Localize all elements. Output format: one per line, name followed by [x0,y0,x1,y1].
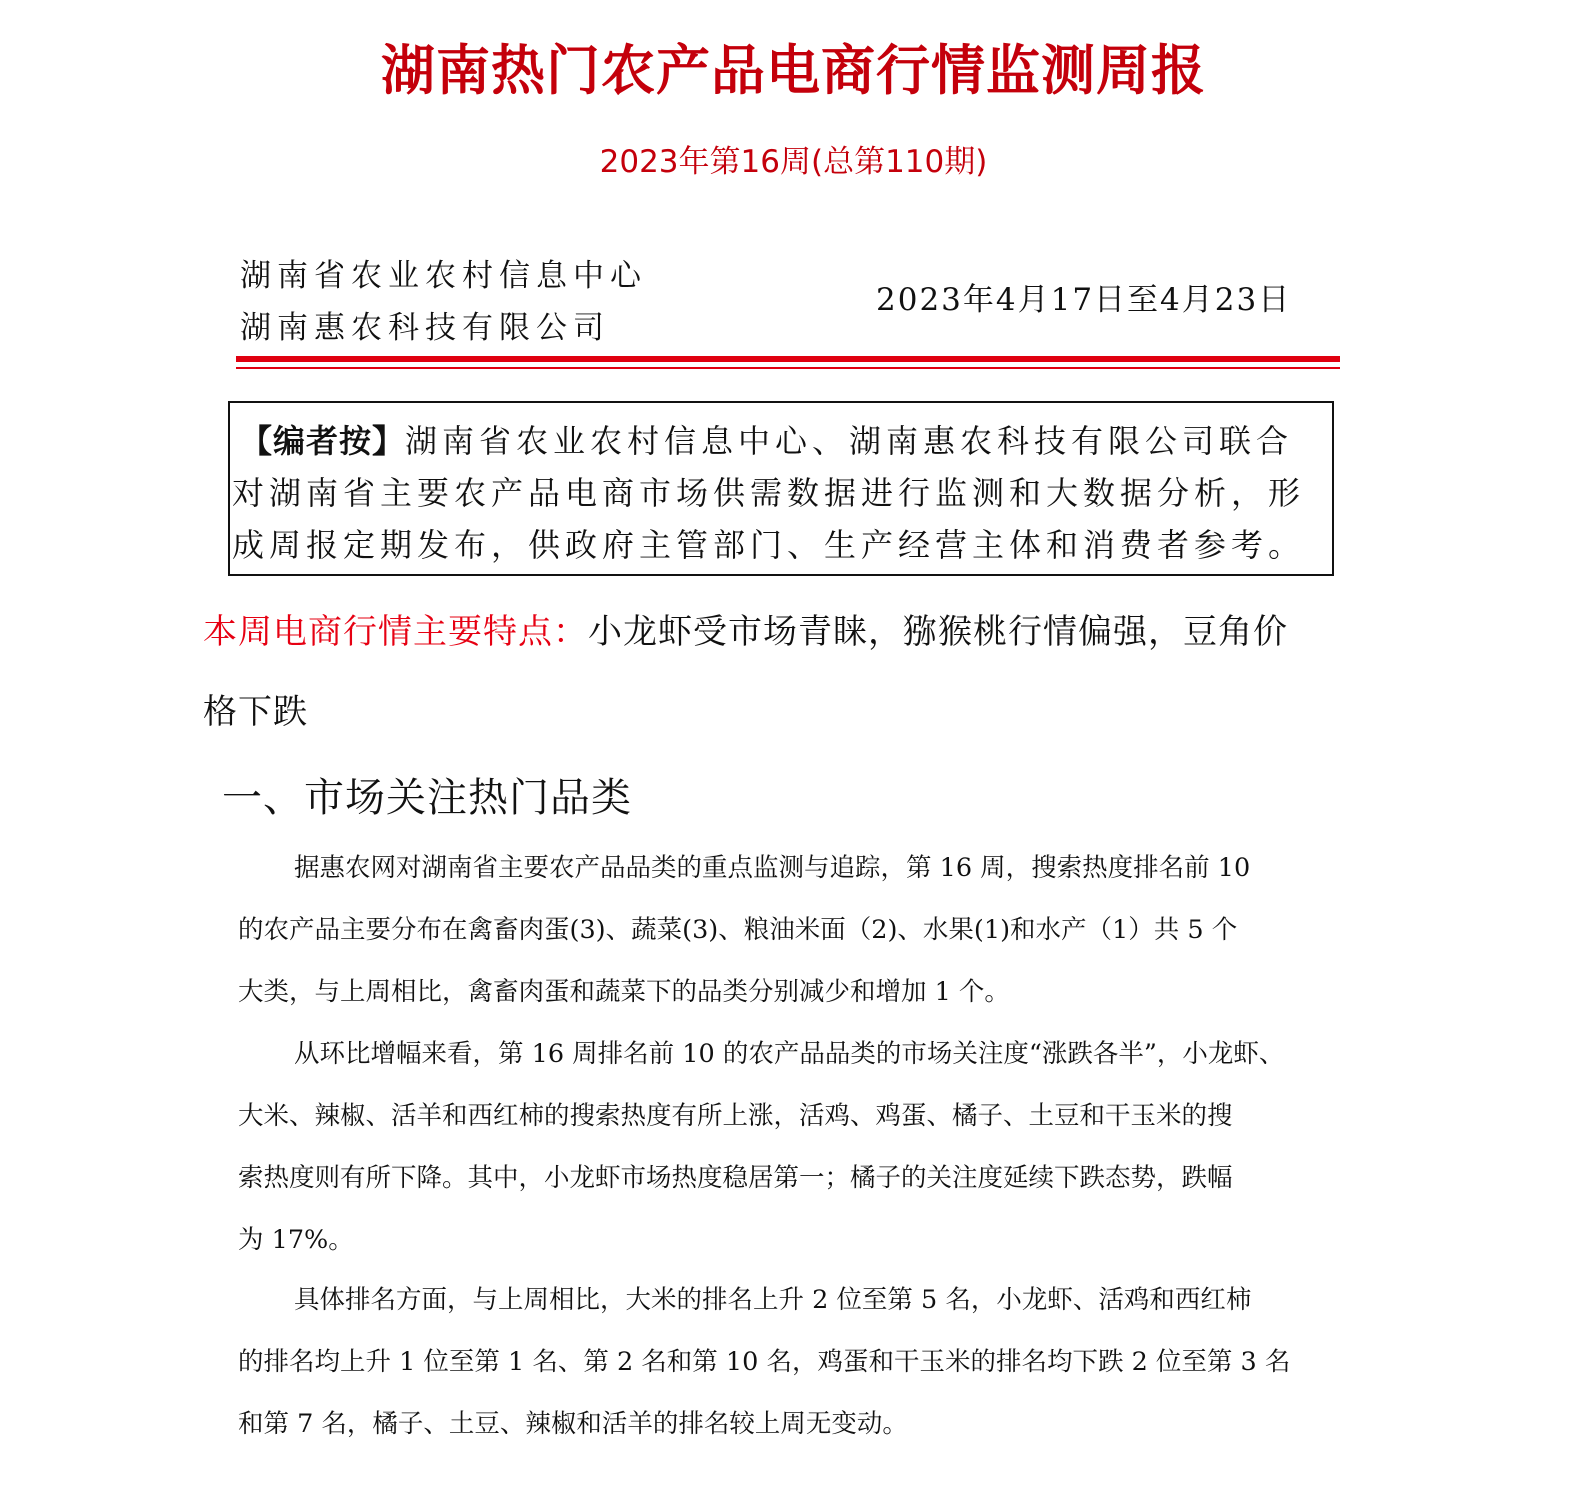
publisher-name-1: 湖南省农业农村信息中心 [240,258,647,294]
publisher-name-2: 湖南惠农科技有限公司 [240,310,610,346]
paragraph-2-line: 大米、辣椒、活羊和西红柿的搜索热度有所上涨，活鸡、鸡蛋、橘子、土豆和干玉米的搜 [238,1101,1233,1131]
weekly-feature-line-1 [203,608,1288,656]
section-heading: 一、市场关注热门品类 [222,775,632,821]
date-range: 2023年4月17日至4月23日 [876,282,1292,318]
paragraph-3-line: 的排名均上升 1 位至第 1 名、第 2 名和第 10 名，鸡蛋和干玉米的排名均下跌 2 位至第 3 名 [238,1347,1291,1377]
editor-note-line-1 [240,418,1293,464]
editor-note-label: 【编者按】 [240,422,406,460]
editor-note-text-1: 湖南省农业农村信息中心、湖南惠农科技有限公司联合 [405,422,1294,460]
weekly-feature-text-1: 小龙虾受市场青睐，猕猴桃行情偏强，豆角价 [588,612,1288,652]
header-rule-thin [236,367,1340,369]
weekly-feature-label: 本周电商行情主要特点： [203,612,588,652]
paragraph-1-line: 的农产品主要分布在禽畜肉蛋(3)、蔬菜(3)、粮油米面（2)、水果(1)和水产（1）共 5 个 [238,915,1238,945]
paragraph-2-line: 从环比增幅来看，第 16 周排名前 10 的农产品品类的市场关注度“涨跌各半”，小龙虾、 [294,1039,1285,1069]
editor-note-line-3: 成周报定期发布，供政府主管部门、生产经营主体和消费者参考。 [232,526,1306,564]
paragraph-3-line: 具体排名方面，与上周相比，大米的排名上升 2 位至第 5 名，小龙虾、活鸡和西红柿 [294,1285,1252,1315]
paragraph-3-line: 和第 7 名，橘子、土豆、辣椒和活羊的排名较上周无变动。 [238,1409,908,1439]
weekly-feature-line-2: 格下跌 [203,692,308,732]
header-rule-thick [236,356,1340,362]
paragraph-2-line: 为 17%。 [238,1225,354,1255]
issue-number: 2023年第16周(总第110期) [599,144,988,180]
paragraph-1-line: 大类，与上周相比，禽畜肉蛋和蔬菜下的品类分别减少和增加 1 个。 [238,977,1010,1007]
editor-note-line-2: 对湖南省主要农产品电商市场供需数据进行监测和大数据分析，形 [232,474,1306,512]
paragraph-2-line: 索热度则有所下降。其中，小龙虾市场热度稳居第一；橘子的关注度延续下跌态势，跌幅 [238,1163,1233,1193]
paragraph-1-line: 据惠农网对湖南省主要农产品品类的重点监测与追踪，第 16 周，搜索热度排名前 10 [294,853,1251,883]
report-title: 湖南热门农产品电商行情监测周报 [381,38,1206,102]
